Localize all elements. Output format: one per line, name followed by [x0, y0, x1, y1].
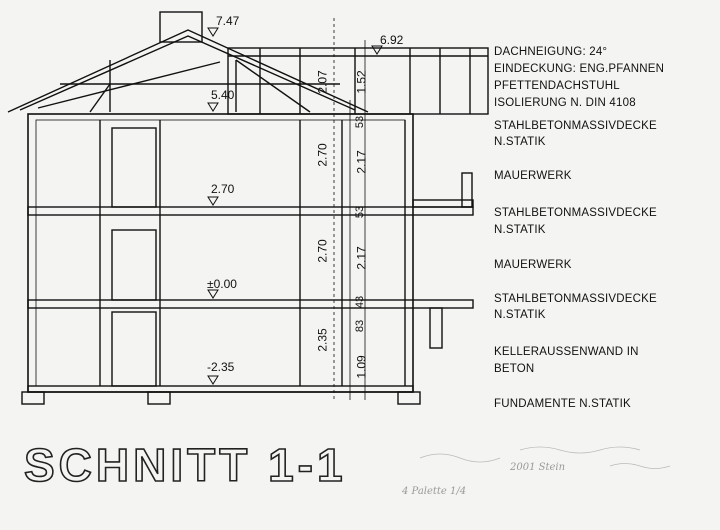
- dim-wall-height-2: 2.17: [354, 246, 369, 270]
- door-basement: [112, 312, 156, 386]
- level-upper: 2.70: [211, 182, 235, 196]
- label-masonry-upper: MAUERWERK: [494, 170, 572, 182]
- dim-floor-height-2: 2.70: [315, 239, 330, 263]
- level-attic: 5.40: [211, 88, 235, 102]
- level-parapet: 6.92: [380, 33, 404, 47]
- label-slab-middle-note: N.STATIK: [494, 224, 546, 236]
- label-basement-wall-material: BETON: [494, 363, 535, 375]
- label-foundations: FUNDAMENTE N.STATIK: [494, 398, 631, 410]
- pencil-note-2: 2001 Stein: [510, 462, 566, 473]
- label-masonry-ground: MAUERWERK: [494, 259, 572, 271]
- drawing-title: SCHNITT 1-1: [24, 439, 347, 491]
- label-roofing: EINDECKUNG: ENG.PFANNEN: [494, 63, 665, 75]
- door-upper: [112, 128, 156, 207]
- dim-basement-rest: 1.09: [354, 355, 369, 379]
- label-insulation: ISOLIERUNG N. DIN 4108: [494, 97, 636, 109]
- dim-slab-middle: 53: [354, 205, 367, 219]
- level-ground: ±0.00: [207, 277, 237, 291]
- chimney: [160, 12, 202, 42]
- label-slab-ground: STAHLBETONMASSIVDECKE: [494, 293, 657, 305]
- label-roof-structure: PFETTENDACHSTUHL: [494, 80, 620, 92]
- level-ridge: 7.47: [216, 14, 240, 28]
- dim-floor-height-1: 2.70: [315, 143, 330, 167]
- dim-basement-opening: 83: [354, 319, 367, 333]
- door-middle: [112, 230, 156, 300]
- slab-upper: [28, 207, 473, 215]
- label-basement-wall: KELLERAUSSENWAND IN: [494, 346, 639, 358]
- dim-parapet-height: 1.52: [354, 70, 369, 94]
- label-slab-ground-note: N.STATIK: [494, 309, 546, 321]
- label-slab-middle: STAHLBETONMASSIVDECKE: [494, 207, 657, 219]
- dim-slab-ground: 43: [354, 295, 367, 309]
- label-roof-pitch: DACHNEIGUNG: 24°: [494, 46, 608, 58]
- dim-roof-height: 2.07: [315, 70, 330, 94]
- level-basement: -2.35: [207, 360, 235, 374]
- dim-basement-height: 2.35: [315, 328, 330, 352]
- label-slab-upper: STAHLBETONMASSIVDECKE: [494, 120, 657, 132]
- dim-wall-height-1: 2.17: [354, 150, 369, 174]
- slab-ground: [28, 300, 473, 308]
- dim-slab-upper: 53: [354, 115, 367, 129]
- slab-basement: [28, 386, 413, 392]
- pencil-note-1: 4 Palette 1/4: [402, 486, 467, 497]
- label-slab-upper-note: N.STATIK: [494, 136, 546, 148]
